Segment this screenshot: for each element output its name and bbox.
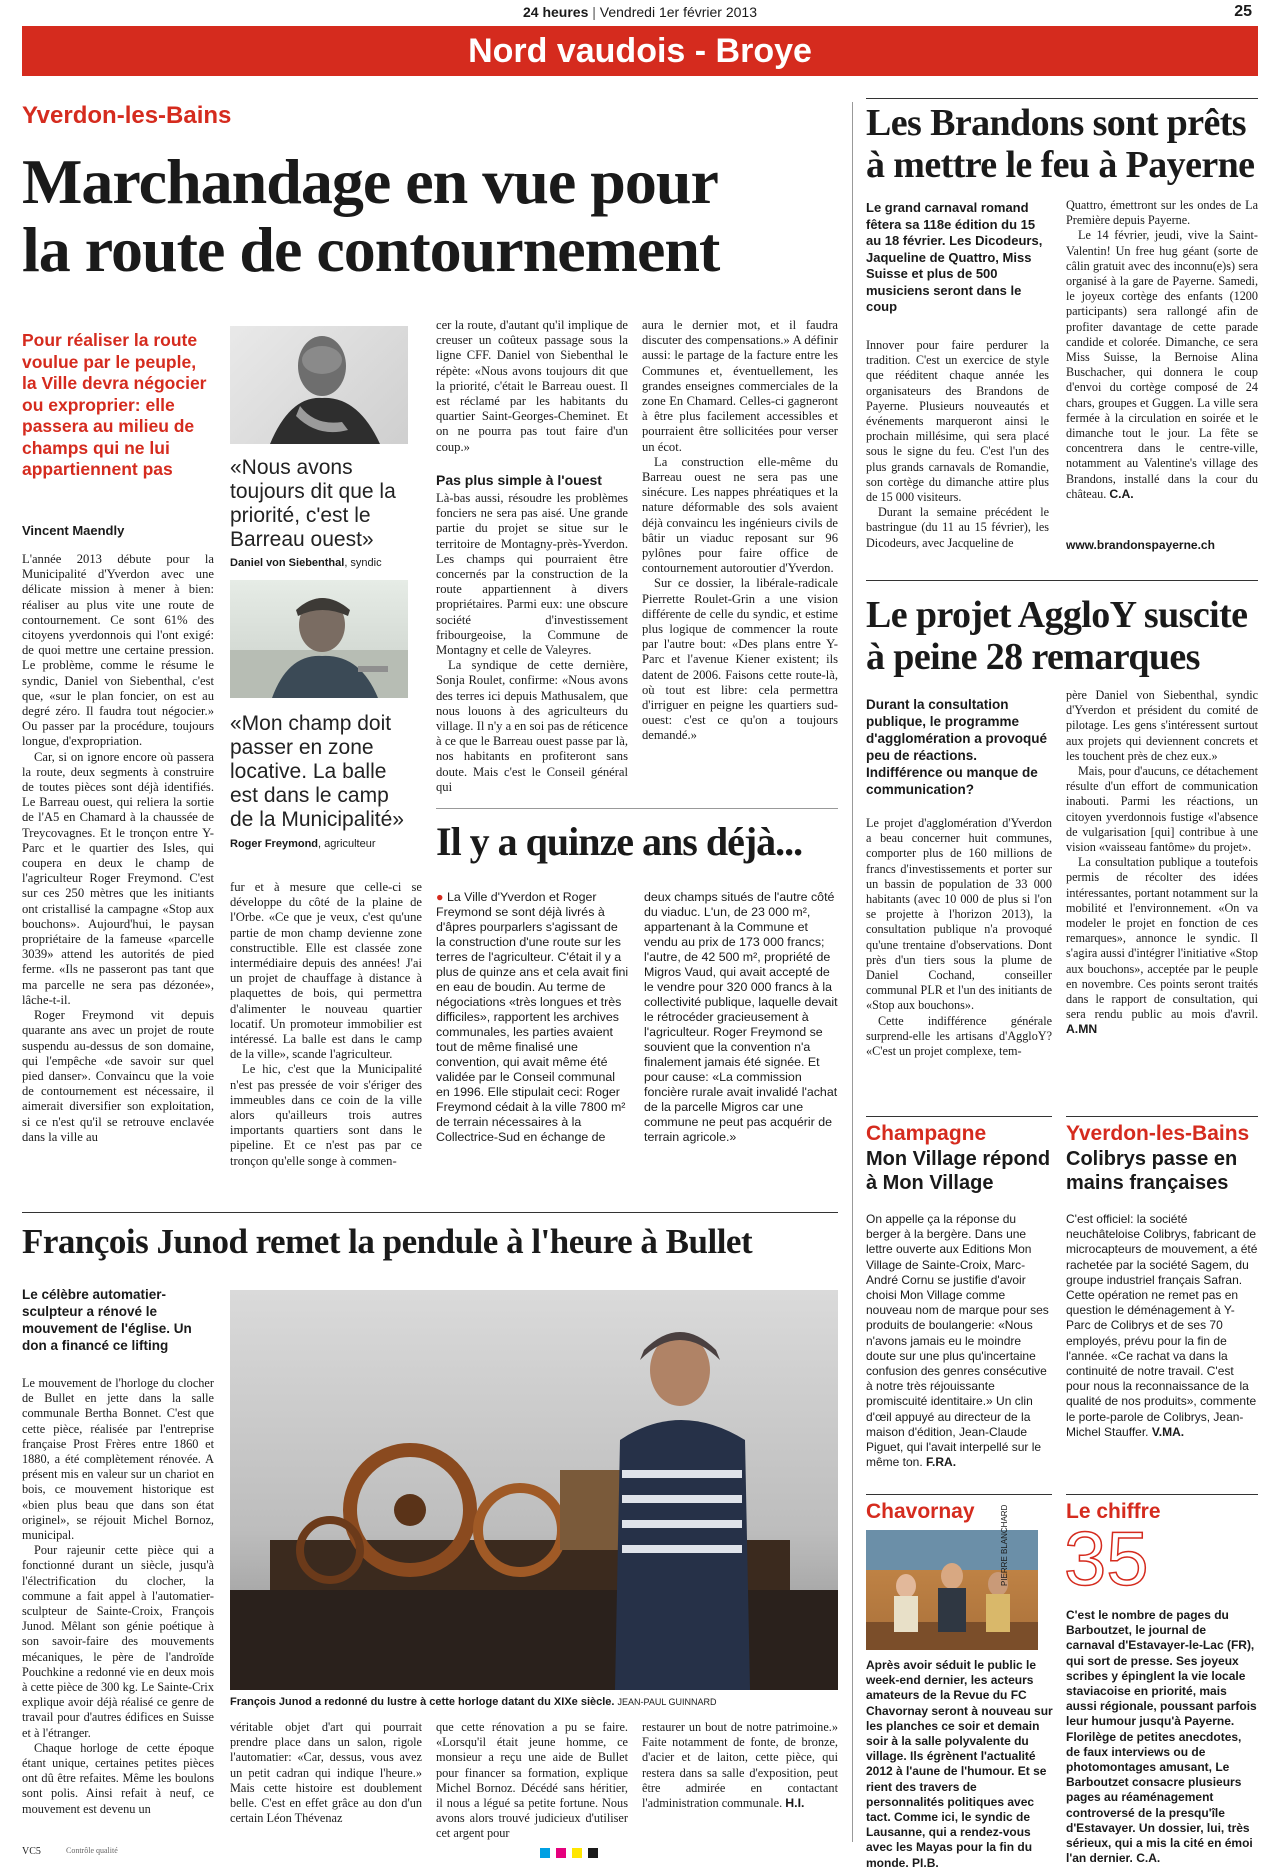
chiffre-kicker: Le chiffre — [1066, 1500, 1161, 1523]
quote-attribution-1 — [230, 557, 420, 569]
chiffre-number: 35 — [1064, 1517, 1149, 1602]
color-mark-cyan — [540, 1848, 550, 1858]
brandons-col1 — [866, 338, 1049, 551]
colibrys-text — [1066, 1212, 1258, 1440]
brandons-lead: Le grand carnaval romand fêtera sa 118e édition du 15 au 18 février. Les Dicodeurs, Jaqueline de Quattro, Miss Suisse et plus de 500 musiciens seront dans le coup — [866, 200, 1043, 314]
aggloy-headline-line1: Le projet AggloY suscite — [866, 594, 1248, 636]
paper-name: 24 heures — [522, 4, 589, 20]
rule-chiffre-top — [1066, 1494, 1258, 1495]
quinze-col1 — [436, 890, 630, 1145]
aggloy-sig: A.MN — [1066, 1022, 1098, 1037]
chiffre-text — [1066, 1608, 1258, 1866]
cmyk-marks — [540, 1848, 598, 1860]
main-headline — [22, 148, 852, 284]
issue-date: Vendredi 1er février 2013 — [599, 4, 757, 20]
junod-credit: JEAN-PAUL GUINNARD — [617, 1697, 717, 1707]
page-number: 25 — [1234, 3, 1252, 20]
main-col2b-p2: Le hic, c'est que la Municipalité n'est pas pressée de voir s'ériger des immeubles dans ce coin de la ville alors qu'ailleurs trois autres importants quartiers sont dans le pipeline. Et ce n'est pas par ce tronçon qu'elle songe à commen- — [230, 1062, 422, 1168]
junod-col1-p2: Pour rajeunir cette pièce qui a fonctionné durant un siècle, jusqu'à l'électrification du clocher, la commune a fait appel à l'automatier-sculpteur de Sainte-Croix, François Junod. Mêlant son génie poétique à son savoir-faire des mouvements mécaniques, le père de l'androïde Pouchkine a redonné vie en deux mois à cette pièce de 300 kg. Le Sainte-Crix explique avoir déjà réalisé ce genre de travail pour d'autres édifices en Suisse et à l'étranger. — [22, 1543, 214, 1740]
section-banner — [22, 26, 1258, 76]
aggloy-col2-p1: père Daniel von Siebenthal, syndic d'Yverdon et président du comité de pilotage. Les gens s'intéressent surtout aux projets qui deviennent concrets et les touchent près de chez eux.» — [1066, 688, 1258, 763]
quote1-role: , syndic — [344, 557, 382, 569]
main-col1 — [22, 552, 214, 1145]
brandons-col2-p2 — [1066, 228, 1258, 502]
brandons-sig: C.A. — [1109, 486, 1134, 501]
chavornay-text — [866, 1658, 1054, 1871]
aggloy-headline-line2: à peine 28 remarques — [866, 636, 1200, 678]
champagne-title: Mon Village répond à Mon Village — [866, 1148, 1051, 1194]
quinze-col2 — [644, 890, 838, 1145]
quote2-role: , agriculteur — [318, 838, 376, 850]
colibrys-title: Colibrys passe en mains françaises — [1066, 1148, 1238, 1194]
rule-aggloy-top — [866, 580, 1258, 581]
aggloy-col1-p2: Cette indifférence générale surprend-elle les artisans d'AggloY? «C'est un projet complexe, tem- — [866, 1013, 1052, 1059]
main-headline-line1: Marchandage en vue pour — [22, 146, 718, 217]
colibrys-kicker: Yverdon-les-Bains — [1066, 1122, 1250, 1145]
main-subhead: Pas plus simple à l'ouest — [436, 472, 602, 488]
section-title: Nord vaudois - Broye — [468, 32, 812, 70]
quote-von-siebenthal: «Nous avons toujours dit que la priorité, c'est le Barreau ouest» — [230, 456, 396, 551]
brandons-headline-line1: Les Brandons sont prêts — [866, 102, 1246, 144]
quinze-title: Il y a quinze ans déjà... — [436, 819, 803, 864]
clock-mechanism-icon — [230, 1290, 838, 1690]
junod-lead: Le célèbre automatier-sculpteur a rénové le mouvement de l'église. Un don a financé ce lifting — [22, 1287, 192, 1353]
photo-von-siebenthal — [230, 326, 408, 444]
main-col1-p2: Car, si on ignore encore où passera la route, deux segments à construire de toutes pièces sont déjà identifiés. Le Barreau ouest, qui reliera la sortie de l'A5 en Chamard à la chaussée de Treycovagnes. Et le tronçon entre Y-Parc et le quartier des Isles, qui coupera en deux le champ de l'agriculteur Roger Freymond. C'est sur ces 250 mètres que les initiants ont cristallisé la campagne «Stop aux bouchons». Aujourd'hui, le paysan propriétaire de la fameuse «parcelle 3039» attend les autorités de pied ferme. «Ils ne passeront pas tant que ma parcelle ne sera pas dézonée», lâche-t-il. — [22, 749, 214, 1007]
main-col3b-p1: Là-bas aussi, résoudre les problèmes fonciers ne sera pas aisé. Une grande partie du projet se situe sur le territoire de Montagny-près-Yverdon. Les champs qui pourraient être concernés par la construction de la route appartiennent à divers propriétaires. Parmi eux: une obscure société d'investissement fribourgeoise, la Commune de Montagny et celle de Valeyres. — [436, 491, 628, 658]
junod-col1 — [22, 1376, 214, 1817]
main-author: Vincent Maendly — [22, 523, 125, 538]
champagne-sig: F.RA. — [926, 1455, 957, 1470]
brandons-col2-p1: Quattro, émettront sur les ondes de La Première depuis Payerne. — [1066, 198, 1258, 228]
colibrys-text-body: C'est officiel: la société neuchâteloise Colibrys, fabricant de microcapteurs de mouvement, a été rachetée par la société Sagem, du groupe industriel français Safran. Cette opération ne remet pas en question le déménagement à Y-Parc de Colibrys et de ses 70 employés, prévu pour la fin de l'année. «Ce rachat va dans la continuité de notre travail. C'est pour nous la reconnaissance de la qualité de nos produits», commente le porte-parole de Colibrys, Jean-Michel Stauffer. — [1066, 1212, 1258, 1439]
column-rule — [852, 102, 853, 1842]
main-col3 — [436, 318, 628, 455]
brandons-col2 — [1066, 198, 1258, 502]
junod-headline: François Junod remet la pendule à l'heure à Bullet — [22, 1222, 753, 1261]
rule-brandons-top — [866, 98, 1258, 99]
junod-col1-p3: Chaque horloge de cette époque étant unique, certaines petites pièces ont dû être refaites. Même les boulons sont polis. Ainsi refait à neuf, ce mouvement est devenu un — [22, 1740, 214, 1816]
junod-caption — [230, 1696, 840, 1708]
bullet-icon: ● — [436, 890, 444, 904]
photo-freymond — [230, 580, 408, 698]
quote-freymond: «Mon champ doit passer en zone locative. La balle est dans le camp de la Municipalité» — [230, 712, 404, 831]
junod-col1-p1: Le mouvement de l'horloge du clocher de Bullet en jette dans la salle communale Bertha Bonnet. C'est que cette pièce, réalisée par l'entreprise française Prost Frères entre 1860 et 1880, a été complètement rénovée. A présent mis en valeur sur un chariot en bois, ce mouvement historique est «bien plus beau que dans son état originel», se réjouit Michel Bornoz, municipal. — [22, 1376, 214, 1543]
quote2-name: Roger Freymond — [230, 838, 319, 850]
champagne-text — [866, 1212, 1052, 1470]
brandons-headline — [866, 102, 1258, 186]
main-lead: Pour réaliser la route voulue par le peuple, la Ville devra négocier ou exproprier: elle passera au milieu de champs qui ne lui appartiennent pas — [22, 330, 207, 479]
chiffre-sig: C.A. — [1136, 1851, 1161, 1866]
aggloy-col2-p2: Mais, pour d'aucuns, ce détachement résulte d'un effort de communication inabouti. Parmi les réactions, un citoyen yverdonnois fustige «l'absence de vulgarisation [qui] contribue à une vision «vaisseau fantôme» du projet». — [1066, 764, 1258, 855]
junod-col4 — [642, 1720, 838, 1811]
brandons-col2-p2-text: Le 14 février, jeudi, vive la Saint-Valentin! Un free hug géant (sorte de câlin gratuit avec des inconnu(e)s) sera organisé à la gare de Payerne. Samedi, le joyeux cortège des enfants (1200 participants) sera rallongé afin de profiter davantage de cette parade candide et colorée. Dimanche, ce sera Miss Suisse, la Bernoise Alina Buschacher, qui donnera le coup d'envoi du cortège composé de 24 chars, groupes et Guggen. La ville sera fermée à la circulation en soirée et le dimanche tout le jour. La fête se concentrera dans le centre-ville, notamment au Valentine's village des Brandons, installé dans la cour du château. — [1066, 228, 1258, 501]
photo-junod-clock — [230, 1290, 838, 1690]
main-col4-p2: La construction elle-même du Barreau ouest ne sera pas une sinécure. Les nappes phréatiques et la nature déformable des sols avaient déjà convaincu les ingénieurs civils de bâtir un viaduc reposant sur 96 pylônes pour faire office de contournement autoroutier d'Yverdon. — [642, 454, 838, 576]
junod-col2: véritable objet d'art qui pourrait prendre place dans un salon, rigole l'automatier: «Car, dessus, vous avez un petit cadran qui indique l'heure.» Mais cette histoire est doublement belle. C'est en effet grâce au don d'un certain Léon Thévenaz — [230, 1720, 422, 1826]
main-col1-p1: L'année 2013 débute pour la Municipalité d'Yverdon avec une délicate mission à mener à bien: réaliser au plus vite une route de contournement. Ce sont 61% des citoyens yverdonnois qui l'ont exigé: de quoi mettre une certaine pression. Le problème, comme le résume le syndic, Daniel von Siebenthal, c'est que, «sur le plan foncier, on est au degré zéro. Il faudra tout négocier.» Ou passer par la procédure, toujours longue, d'expropriation. — [22, 552, 214, 749]
rule-junod-top — [22, 1212, 838, 1213]
chavornay-text-body: Après avoir séduit le public le week-end dernier, les acteurs amateurs de la Revue du FC Chavornay seront à nouveau sur les planches ce soir et demain soir à la salle polyvalente du village. Ils égrènent l'actualité 2012 à l'aune de l'humour. Et se rient des travers de personnalités politiques avec tact. Comme ici, le syndic de Lausanne, qui a rendez-vous avec les Mayas pour la fin du monde. — [866, 1658, 1053, 1870]
color-mark-black — [588, 1848, 598, 1858]
color-mark-yellow — [572, 1848, 582, 1858]
aggloy-col2-p3 — [1066, 855, 1258, 1037]
junod-sig: H.I. — [785, 1796, 805, 1811]
aggloy-col2 — [1066, 688, 1258, 1038]
portrait-farmer-icon — [230, 580, 408, 698]
masthead: 24 heures | Vendredi 1er février 2013 25 — [522, 3, 1252, 20]
main-col1-p3: Roger Freymond vit depuis quarante ans avec un projet de route suspendu au-dessus de son domaine, qui l'empêche «de savoir sur quel pied danser». Convaincu que la voie de contournement est nécessaire, il aimerait diversifier son exploitation, si ce n'est qu'il se retrouve enclavée dans la ville au — [22, 1008, 214, 1144]
champagne-kicker: Champagne — [866, 1122, 987, 1145]
portrait-man-glasses-icon — [230, 326, 408, 444]
junod-caption-text: François Junod a redonné du lustre à cette horloge datant du XIXe siècle. — [230, 1696, 615, 1708]
main-col4-p1: aura le dernier mot, et il faudra discuter des compensations.» A définir aussi: le partage de la facture entre les Communes et, éventuellement, les grandes enseignes commerciales de la zone En Chamard. Celles-ci gagneront à être plus facilement accessibles et pourraient être sollicitées pour verser un écot. — [642, 318, 838, 454]
rule-colibrys-top — [1066, 1116, 1258, 1117]
quinze-col2-text: deux champs situés de l'autre côté du viaduc. L'un, de 23 000 m², appartenant à la Commune et vendu au prix de 173 000 francs; l'autre, de 42 500 m², propriété de Migros Vaud, qui avait accepté de le vendre pour 320 000 francs à la collectivité publique, laquelle devait le rétrocéder gracieusement à l'agriculteur. Roger Freymond se souvient que la convention n'a finalement jamais été signée. Et pour cause: «La commission foncière rurale avait invalidé l'achat de la parcelle Migros car une commune ne peut pas acquérir de terrain agricole.» — [644, 890, 838, 1144]
quote-attribution-2 — [230, 838, 420, 850]
chiffre-text-body: C'est le nombre de pages du Barboutzet, le journal de carnaval d'Estavayer-le-Lac (FR), qui sort de presse. Ses joyeux scribes y épinglent la vie locale staviacoise en priorité, mais aussi régionale, poussant parfois leur humour jusqu'à Payerne. Florilège de petites anecdotes, de faux interviews ou de photomontages amusant, Le Barboutzet consacre plusieurs pages au réaménagement controversé de la presqu'île d'Estavayer. Un dossier, lui, très sérieux, qui a mis la cité en émoi l'an dernier. — [1066, 1608, 1257, 1866]
junod-col3: que cette rénovation a pu se faire. «Lorsqu'il était jeune homme, ce monsieur a reçu une aide de Bullet pour financer sa formation, explique Michel Bornoz. Décédé sans héritier, il nous a légué sa petite fortune. Nous avons alors trouvé judicieux d'utiliser cet argent pour — [436, 1720, 628, 1841]
main-kicker: Yverdon-les-Bains — [22, 102, 232, 129]
main-col4 — [642, 318, 838, 744]
aggloy-headline — [866, 594, 1258, 678]
footer-qc: Contrôle qualité — [66, 1846, 118, 1855]
footer-code: VC5 — [22, 1846, 41, 1857]
brandons-col1-p2: Durant la semaine précédent le bastringue (du 11 au 15 février), les Dicodeurs, avec Jacqueline de — [866, 505, 1049, 550]
main-col4-p3: Sur ce dossier, la libérale-radicale Pierrette Roulet-Grin a une vision différente de celle du syndic, et estime plus logique de commencer la route par l'autre bout: «Des plans entre Y-Parc et l'avenue Kiener existent; ils datent de 2006. Faisons cette route-là, où tout est libre: cela permettra d'irriguer en peigne les quartiers sud-ouest: c'est ce qu'on a toujours demandé.» — [642, 576, 838, 743]
main-col2b-p1: fur et à mesure que celle-ci se développe du côté de la plaine de l'Orbe. «Ce que je veux, c'est qu'une partie de mon champ devienne zone constructible. Elle est classée zone intermédiaire depuis des années! J'ai un projet de chauffage à distance à plaquettes de bois, qui permettra d'alimenter le nouveau quartier locatif. Un promoteur immobilier est intéressé. La balle est dans le camp de la ville», scande l'agriculteur. — [230, 880, 422, 1062]
junod-col4-text: restaurer un bout de notre patrimoine.» Faite notamment de fonte, de bronze, d'acier et de laiton, cette pièce, qui restera dans sa salle d'exposition, peut être admirée en contactant l'administration communale. — [642, 1720, 838, 1811]
main-col3b — [436, 491, 628, 795]
aggloy-lead: Durant la consultation publique, le programme d'agglomération a provoqué peu de réactions. Indifférence ou manque de communication? — [866, 697, 1047, 797]
main-col3-p1: cer la route, d'autant qu'il implique de creuser un coûteux passage sous la ligne CFF. Daniel von Siebenthal le répète: «Nous avons toujours dit que la priorité, c'était le Barreau ouest. Il est réclamé par les habitants du quartier Saint-Georges-Cheminet. Et on ne pourra pas tout faire d'un coup.» — [436, 318, 628, 454]
chavornay-credit: PIERRE BLANCHARD — [1000, 1504, 1009, 1586]
photo-chavornay-revue — [866, 1530, 1038, 1650]
brandons-headline-line2: à mettre le feu à Payerne — [866, 144, 1255, 186]
aggloy-col1 — [866, 816, 1052, 1059]
color-mark-magenta — [556, 1848, 566, 1858]
quote1-name: Daniel von Siebenthal — [230, 557, 345, 569]
chavornay-sig: PI.B. — [912, 1855, 939, 1870]
colibrys-sig: V.MA. — [1151, 1424, 1185, 1439]
rule-champagne-top — [866, 1116, 1052, 1117]
aggloy-col2-p3-text: La consultation publique a toutefois permis de récolter des idées intéressantes, portant notamment sur la mobilité et l'environnement. «On va modeler le projet en fonction de ces remarques», annonce le syndic. Il s'agira aussi d'intégrer l'initiative «Stop aux bouchons», acceptée par le peuple en novembre. Ces points seront traités dans le rapport de consultation, qui sera rendu public au mois d'avril. — [1066, 855, 1258, 1022]
main-headline-line2: la route de contournement — [22, 214, 720, 285]
brandons-link[interactable]: www.brandonspayerne.ch — [1066, 538, 1215, 552]
stage-actors-icon — [866, 1530, 1038, 1650]
quinze-col1-text: La Ville d'Yverdon et Roger Freymond se sont déjà livrés à d'âpres pourparlers s'agissant de la construction d'une route sur les terres de l'agriculteur. C'était il y a plus de quinze ans et cela avait fini en eau de boudin. Au terme de négociations «très longues et très difficiles», rapportent les archives communales, les parties avaient tout de même finalisé une convention, qui avait même été validée par le Conseil communal en 1996. Elle stipulait ceci: Roger Freymond cédait à la ville 7800 m² de terrain nécessaires à la Collectrice-Sud en échange de — [436, 890, 629, 1144]
brandons-col1-p1: Innover pour faire perdurer la tradition. C'est un exercice de style que rééditent chaque année les organisateurs des Brandons de Payerne. Plusieurs nouveautés et événements marqueront ainsi le prochain millésime, qui sera placé sous le signe du feu. C'est l'un des plus grands carnavals de Romandie, son cortège du dimanche attire plus de 15 000 visiteurs. — [866, 338, 1049, 505]
main-col2b — [230, 880, 422, 1169]
aggloy-col1-p1: Le projet d'agglomération d'Yverdon a beau concerner huit communes, comporter plus de 160 millions de francs d'investissements et porter sur un bassin de population de 33 000 habitants (avec 10 000 de plus si l'on se projette à l'horizon 2013), la consultation publique n'a provoqué qu'une trentaine d'observations. Dont près d'un tiers sous la plume de Daniel Cochand, conseiller communal PLR et l'un des initiants de «Stop aux bouchons». — [866, 816, 1052, 1013]
chavornay-kicker: Chavornay — [866, 1500, 975, 1523]
rule-chavornay-top — [866, 1494, 1052, 1495]
champagne-text-body: On appelle ça la réponse du berger à la bergère. Dans une lettre ouverte aux Editions Mon Village de Sainte-Croix, Marc-André Cornu se justifie d'avoir choisi Mon Village comme nouveau nom de marque pour ses produits de boulangerie: «Nous n'avons jamais eu le moindre doute sur une plus qu'incertaine confusion des genres consécutive à notre très réjouissante promiscuité identitaire.» Un clin d'œil appuyé au directeur de la maison d'édition, Jean-Claude Piguet, qui l'avait interpellé sur le même ton. — [866, 1212, 1049, 1470]
divider-quinze — [436, 808, 838, 809]
main-col3b-p2: La syndique de cette dernière, Sonja Roulet, confirme: «Nous avons des terres ici depuis Mathusalem, que nous louons à des agriculteurs du village. Il n'y a en soi pas de réticence à ce que le Barreau ouest passe par là, nos habitants en profiteront sans doute. Mais c'est le Conseil général qui — [436, 658, 628, 794]
